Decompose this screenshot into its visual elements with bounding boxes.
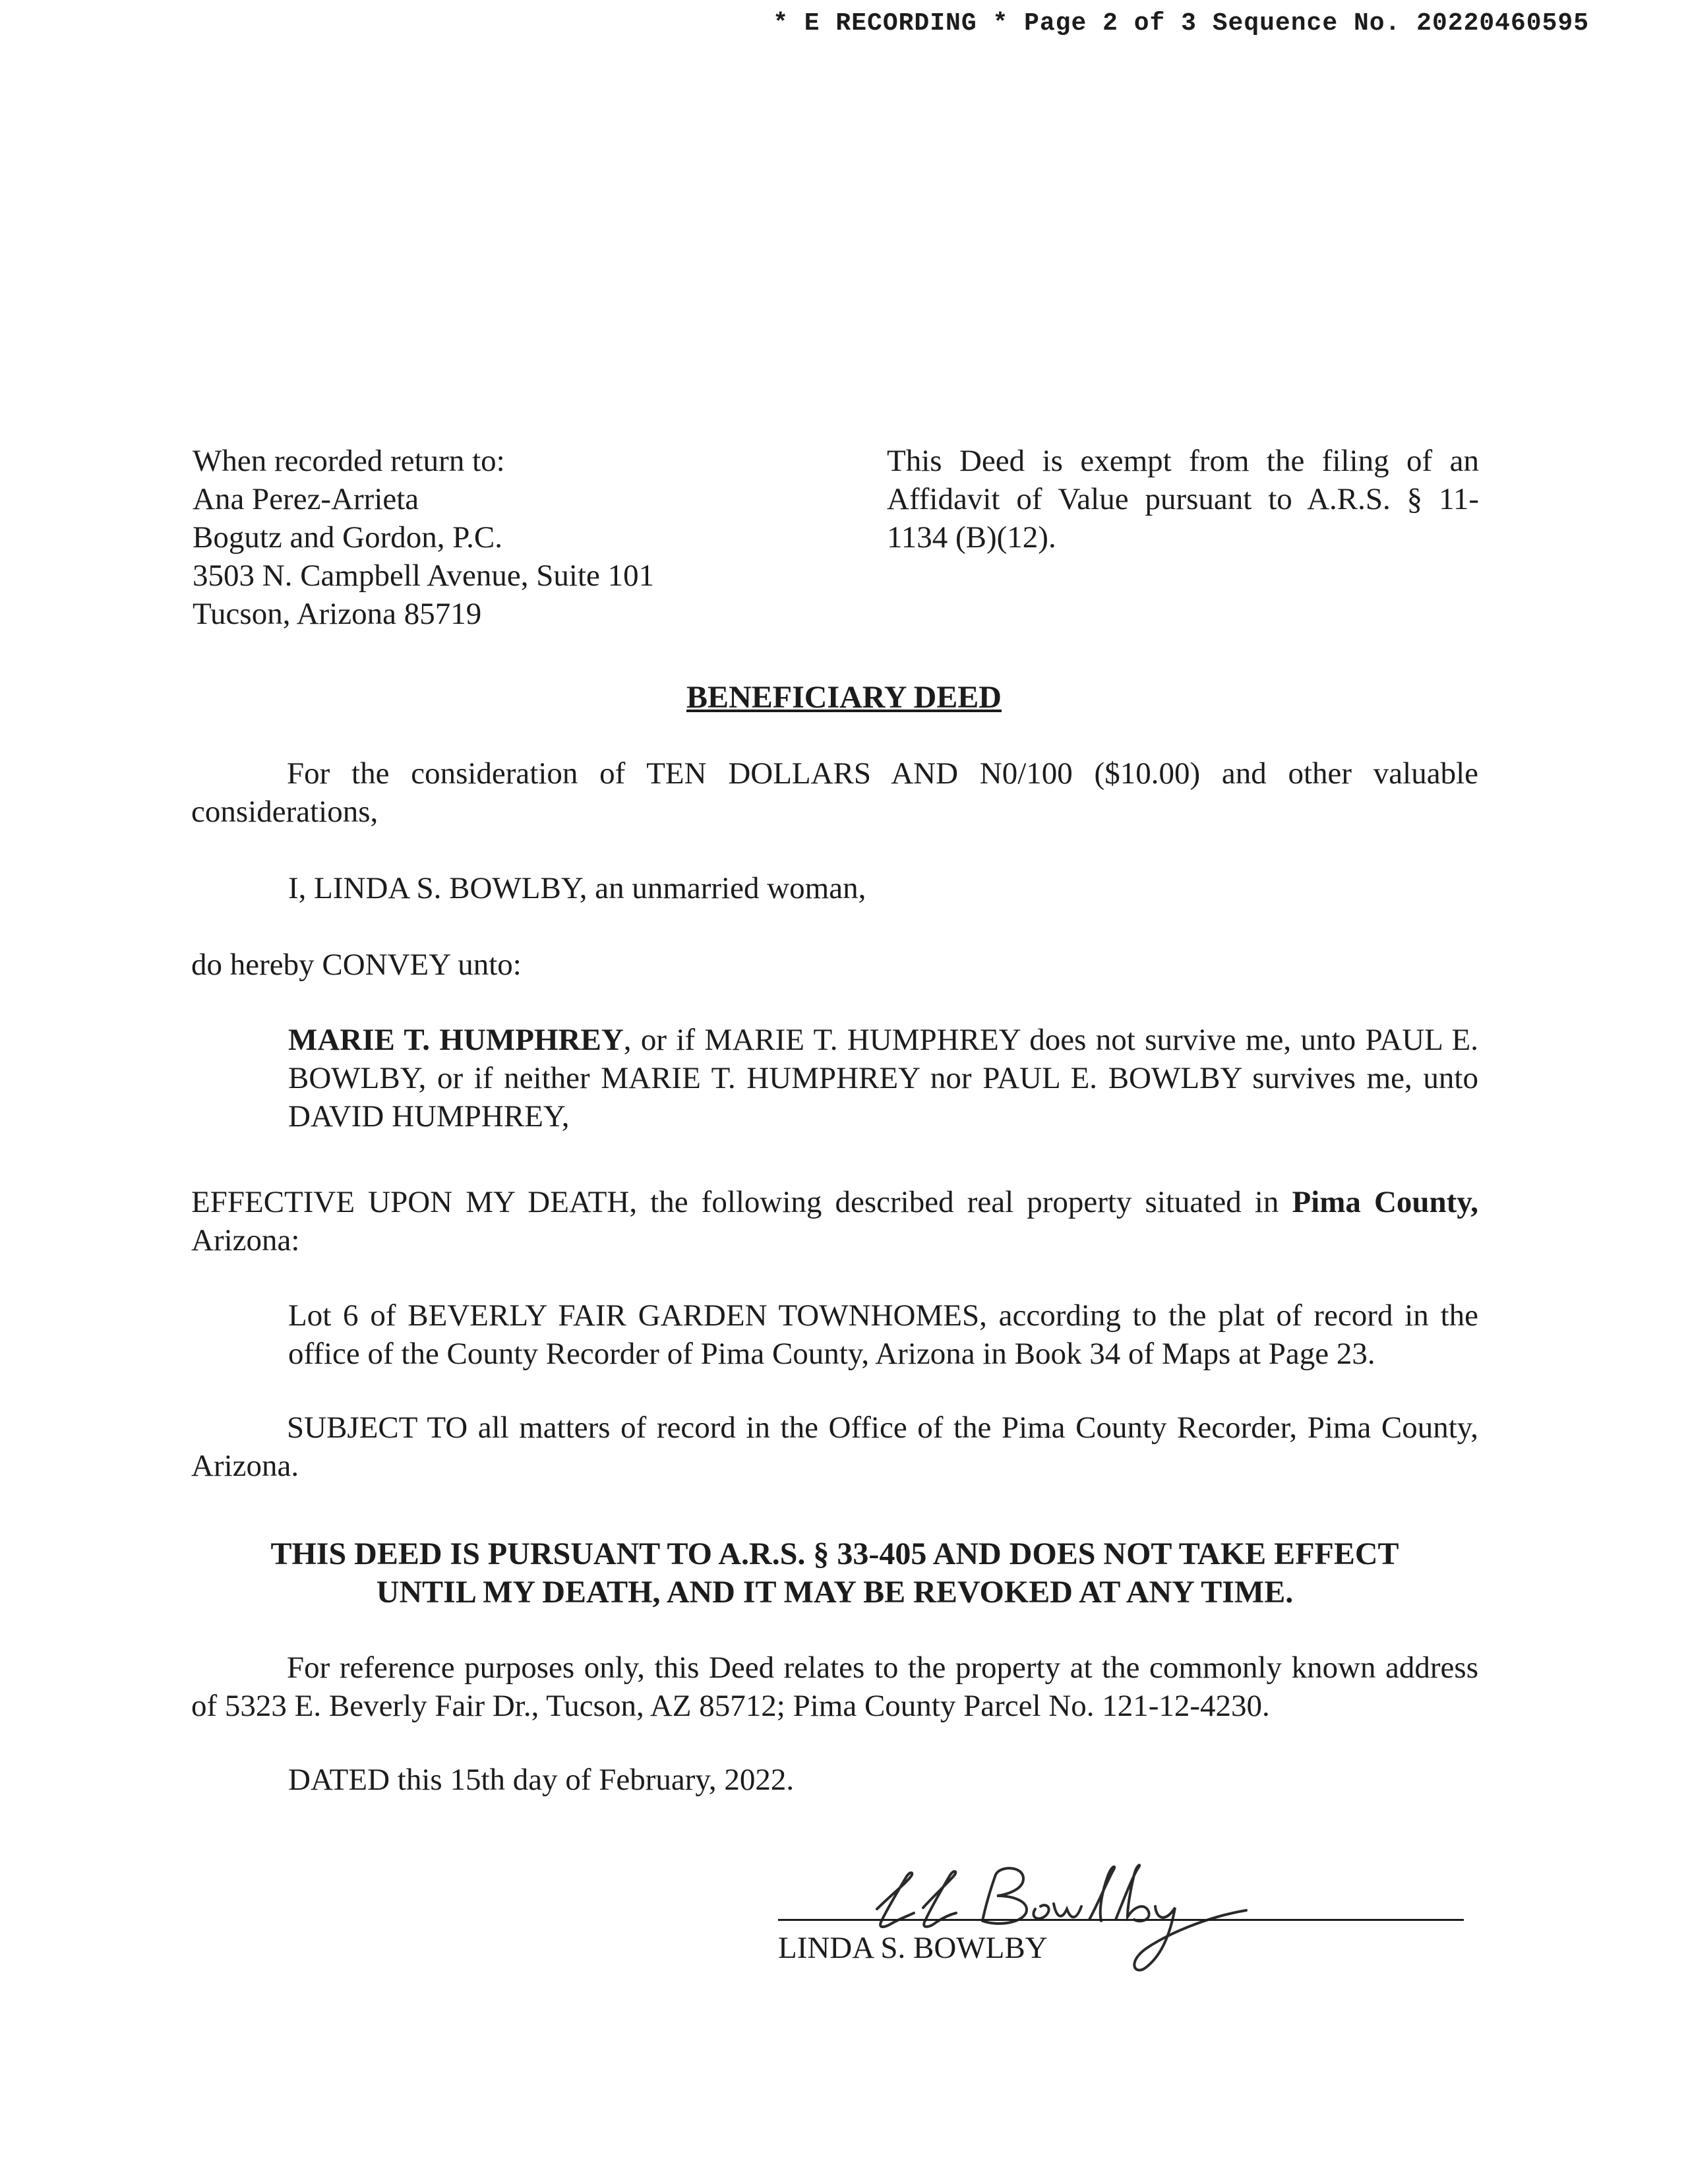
- legal-description-paragraph: Lot 6 of BEVERLY FAIR GARDEN TOWNHOMES, according to the plat of record in the office of the County Recorder of Pima County, Arizona in Book 34 of Maps at Page 23.: [288, 1298, 1478, 1371]
- primary-beneficiary: MARIE T. HUMPHREY: [288, 1023, 624, 1057]
- convey-paragraph: do hereby CONVEY unto:: [191, 948, 522, 982]
- return-line: Bogutz and Gordon, P.C.: [193, 520, 502, 555]
- document-title: BENEFICIARY DEED: [686, 680, 1002, 715]
- contingent-beneficiaries: , or if MARIE T. HUMPHREY does not survive me, unto PAUL E. BOWLBY, or if neither MARIE T. HUMPHREY nor PAUL E. BOWLBY survives me, unto DAVID HUMPHREY,: [288, 1023, 1478, 1134]
- recording-stamp: * E RECORDING * Page 2 of 3 Sequence No. 20220460595: [773, 9, 1589, 38]
- notice-line: THIS DEED IS PURSUANT TO A.R.S. § 33-405 AND DOES NOT TAKE EFFECT: [270, 1536, 1399, 1571]
- effective-text: EFFECTIVE UPON MY DEATH, the following described real property situated in: [191, 1185, 1292, 1219]
- effective-paragraph: [191, 1183, 1478, 1259]
- state-name: Arizona:: [191, 1223, 300, 1258]
- subject-to-paragraph: SUBJECT TO all matters of record in the Office of the Pima County Recorder, Pima County, Arizona.: [191, 1410, 1478, 1483]
- grantor-paragraph: I, LINDA S. BOWLBY, an unmarried woman,: [288, 871, 866, 905]
- revocation-notice: [191, 1535, 1478, 1612]
- consideration-paragraph: For the consideration of TEN DOLLARS AND N0/100 ($10.00) and other valuable considerations,: [191, 756, 1478, 829]
- signature-block: [778, 1856, 1464, 1975]
- notice-line: UNTIL MY DEATH, AND IT MAY BE REVOKED AT ANY TIME.: [376, 1575, 1294, 1610]
- return-line: 3503 N. Campbell Avenue, Suite 101: [193, 559, 655, 593]
- affidavit-exemption-note: This Deed is exempt from the filing of an Affidavit of Value pursuant to A.R.S. § 11-1134 (B)(12).: [887, 444, 1479, 555]
- county-name: Pima County,: [1292, 1185, 1478, 1219]
- beneficiaries-paragraph: [288, 1021, 1478, 1136]
- return-line: When recorded return to:: [193, 444, 505, 478]
- signer-printed-name: LINDA S. BOWLBY: [778, 1931, 1048, 1965]
- return-address-block: [193, 442, 786, 633]
- reference-paragraph: For reference purposes only, this Deed relates to the property at the commonly known address of 5323 E. Beverly Fair Dr., Tucson, AZ 85712; Pima County Parcel No. 121-12-4230.: [191, 1651, 1478, 1723]
- signature-line: [778, 1919, 1464, 1921]
- return-line: Tucson, Arizona 85719: [193, 597, 482, 631]
- dated-paragraph: DATED this 15th day of February, 2022.: [288, 1763, 795, 1797]
- return-line: Ana Perez-Arrieta: [193, 482, 419, 516]
